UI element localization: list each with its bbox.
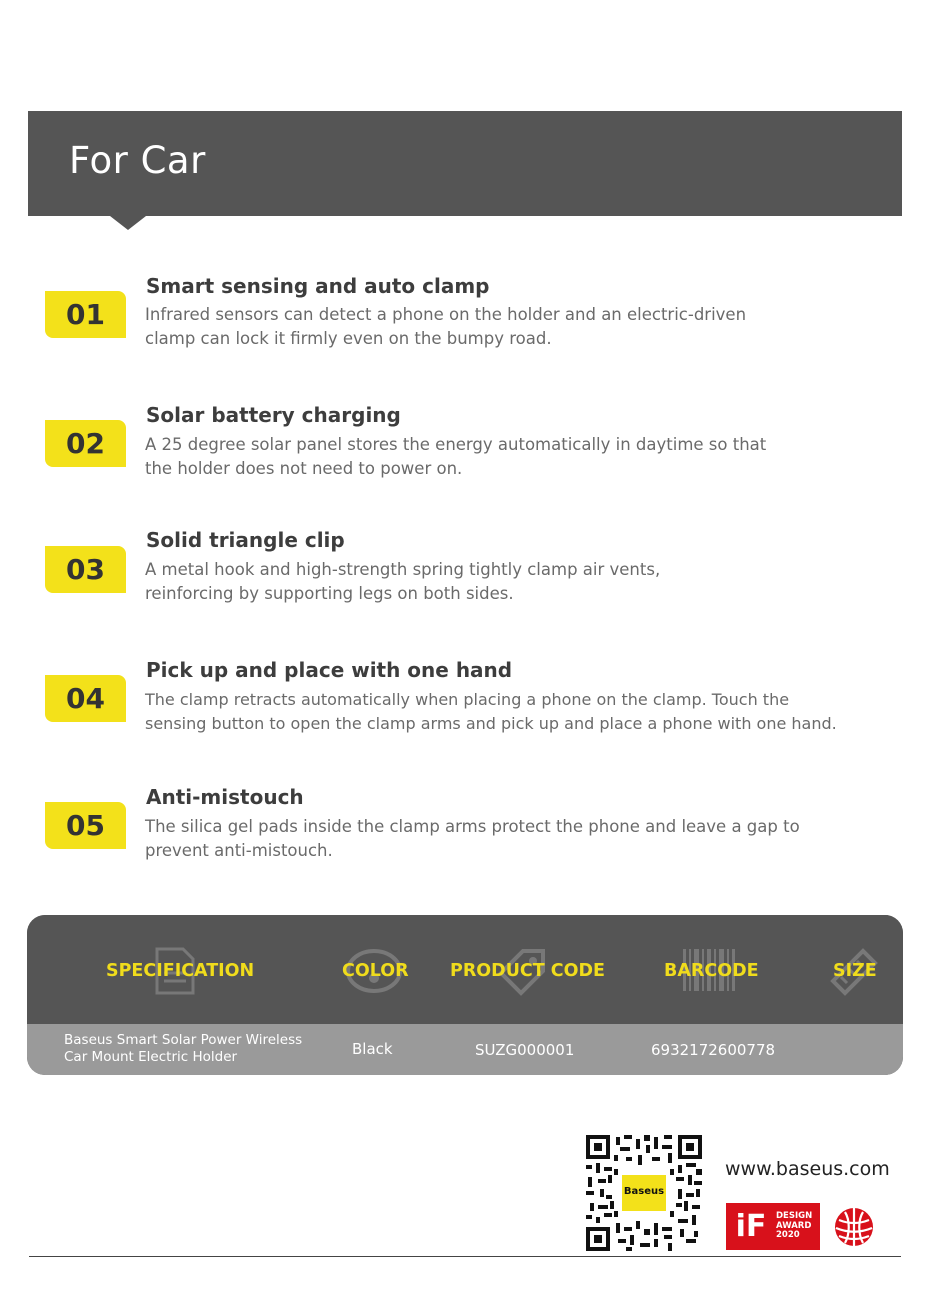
spec-header-color: COLOR	[342, 961, 409, 981]
header-notch	[110, 216, 146, 230]
feature-number-badge: 04	[45, 675, 126, 722]
specification-table	[27, 915, 903, 1075]
if-award-text: DESIGN AWARD 2020	[776, 1211, 813, 1241]
feature-description: A metal hook and high-strength spring tightly clamp air vents, reinforcing by supporting legs on both sides.	[145, 560, 661, 603]
feature-title: Solid triangle clip	[146, 528, 345, 552]
section-header	[28, 111, 902, 216]
spec-header-specification: SPECIFICATION	[106, 961, 255, 981]
feature-description: Infrared sensors can detect a phone on the holder and an electric-driven clamp can lock it firmly even on the bumpy road.	[145, 305, 747, 348]
specification-data-row	[27, 1024, 903, 1075]
qr-brand-label: Baseus	[623, 1186, 665, 1197]
if-design-award-badge	[726, 1203, 820, 1250]
spec-header-product-code: PRODUCT CODE	[450, 961, 605, 981]
feature-title: Solar battery charging	[146, 403, 401, 427]
feature-title: Smart sensing and auto clamp	[146, 274, 490, 298]
feature-item	[0, 400, 930, 500]
spec-header-size: SIZE	[833, 961, 877, 981]
feature-item	[0, 525, 930, 625]
spec-product-name: Baseus Smart Solar Power Wireless Car Mount Electric Holder	[64, 1032, 303, 1065]
spec-color-value: Black	[352, 1040, 393, 1058]
website-link[interactable]: www.baseus.com	[725, 1158, 890, 1180]
reddot-icon	[833, 1206, 875, 1248]
feature-description: The clamp retracts automatically when placing a phone on the clamp. Touch the sensing button to open the clamp arms and pick up and place a phone with one hand.	[145, 690, 837, 733]
feature-title: Anti-mistouch	[146, 785, 304, 809]
spec-header-barcode: BARCODE	[664, 961, 759, 981]
spec-barcode-value: 6932172600778	[651, 1041, 776, 1059]
feature-description: A 25 degree solar panel stores the energy automatically in daytime so that the holder does not need to power on.	[145, 435, 767, 478]
specification-header-row	[27, 915, 903, 1024]
if-logo-icon: iF	[735, 1209, 767, 1244]
footer-divider	[29, 1256, 901, 1257]
page-title: For Car	[69, 139, 206, 182]
feature-item	[0, 782, 930, 882]
feature-title: Pick up and place with one hand	[146, 658, 513, 682]
feature-number-badge: 03	[45, 546, 126, 593]
feature-number-badge: 01	[45, 291, 126, 338]
feature-description: The silica gel pads inside the clamp arms protect the phone and leave a gap to prevent anti-mistouch.	[145, 817, 800, 860]
feature-number-badge: 02	[45, 420, 126, 467]
feature-number-badge: 05	[45, 802, 126, 849]
feature-item	[0, 655, 930, 755]
feature-item	[0, 270, 930, 370]
spec-product-code-value: SUZG000001	[475, 1041, 575, 1059]
